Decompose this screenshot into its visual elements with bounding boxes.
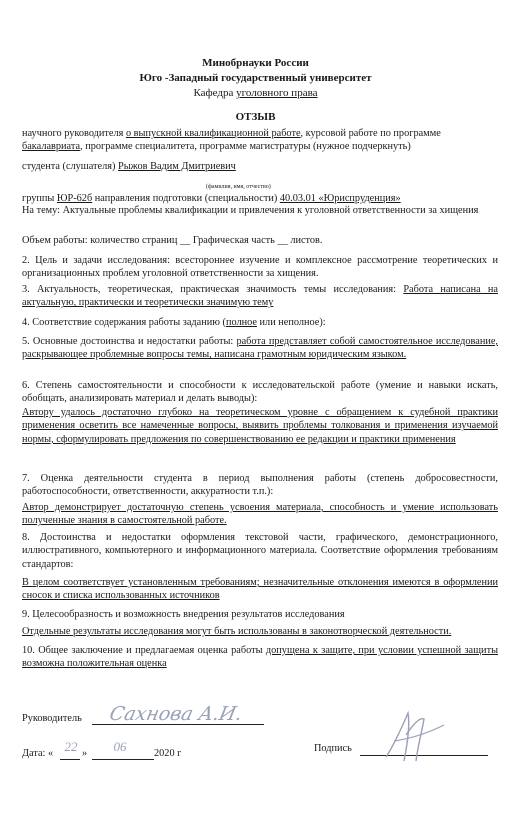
date-year: 2020 г [154,748,182,759]
supervisor-handwriting-text: Сахнова А.И. [108,702,245,725]
section-2: 2. Цель и задачи исследования: всестороннее изучение и комплексное рассмотрение теоретических и организационных проблем уголовной ответственности за хищения. [22,255,498,280]
group-line: группы ЮР-62б направления подготовки (специальности) 40.03.01 «Юриспруденция» [22,193,401,204]
supervisor-label: Руководитель [22,713,82,724]
section-3: 3. Актуальность, теоретическая, практическая значимость темы исследования: Работа написана на актуальную, практически и теоретически значимую тему [22,284,498,309]
date-label: Дата: « [22,748,54,759]
signature-mark [378,705,448,767]
section-4: 4. Соответствие содержания работы заданию (полное или неполное): [22,317,326,328]
name-caption: (фамилия, имя, отчество) [206,184,271,190]
date-month-line [92,759,154,760]
section-7-answer: Автор демонстрирует достаточную степень усвоения материала, способность и умение использовать полученные знания в самостоятельной работе. [22,502,498,527]
department-line: Кафедра уголовного права [193,87,318,99]
intro-line-1: научного руководителя о выпускной квалификационной работе, курсовой работе по программе [22,128,441,139]
section-8: 8. Достоинства и недостатки оформления текстовой части, графического, демонстрационного, иллюстративного, компьютерного и информационного материала. Соответствие оформления требованиям стандартов: [22,532,498,570]
ministry-name: Минобрнауки России [202,57,309,69]
intro-line-2: бакалавриата, программе специалитета, программе магистратуры (нужное подчеркнуть) [22,141,411,152]
topic-line: На тему: Актуальные проблемы квалификации и привлечения к уголовной ответственности за хищения [22,205,479,216]
section-6-answer: Автору удалось достаточно глубоко на теоретическом уровне с обращением к судебной практики применения осветить все намеченные вопросы, выявить проблемы толкования и применения изучаемой нормы, сформулировать предложения по совершенствованию ее редакции и практики применения [22,407,498,445]
section-6: 6. Степень самостоятельности и способности к исследовательской работе (умение и навыки искать, обобщать, анализировать материал и делать выводы): [22,380,498,405]
section-9: 9. Целесообразность и возможность внедрения результатов исследования [22,609,345,620]
section-9-answer: Отдельные результаты исследования могут быть использованы в законотворческой деятельности. [22,626,452,637]
supervisor-handwriting [108,695,268,729]
section-10: 10. Общее заключение и предлагаемая оценка работы допущена к защите, при условии успешной защиты возможна положительная оценка [22,645,498,670]
section-5: 5. Основные достоинства и недостатки работы: работа представляет собой самостоятельное исследование, раскрывающее проблемные вопросы темы, написана грамотным юридическим языком. [22,336,498,361]
date-day-line [60,759,80,760]
university-name: Юго -Западный государственный университет [139,72,372,84]
student-line: студента (слушателя) Рыжов Вадим Дмитриевич [22,161,236,172]
section-8-answer: В целом соответствует установленным требованиям; незначительные отклонения имеются в оформлении сносок и списка использованных источников [22,577,498,602]
date-month: 06 [113,739,127,754]
signature-label: Подпись [314,743,352,754]
document-title: ОТЗЫВ [235,111,276,123]
date-close-quote: » [82,748,88,759]
section-7: 7. Оценка деятельности студента в период выполнения работы (степень добросовестности, работоспособности, ответственности, аккуратности т.п.): [22,473,498,498]
volume-line: Объем работы: количество страниц __ Графическая часть __ листов. [22,235,323,246]
date-day: 22 [64,739,78,754]
